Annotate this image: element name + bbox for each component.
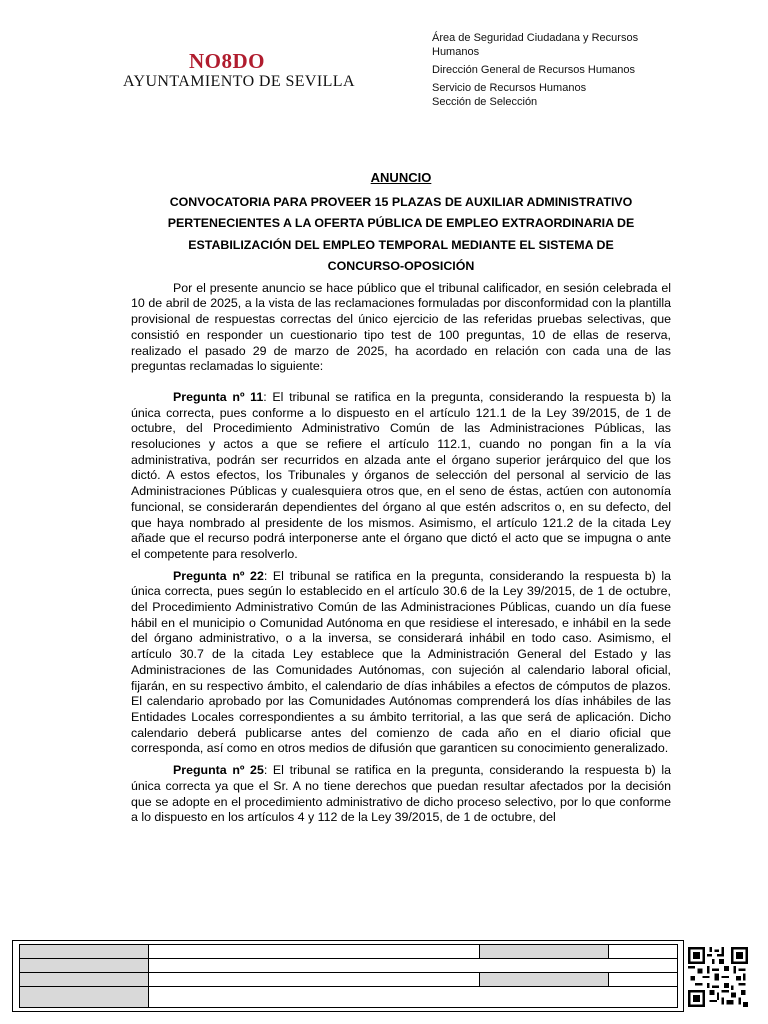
logo-no8do: NO8DO: [189, 49, 265, 73]
question-paragraph-25: [131, 763, 671, 826]
ayuntamiento-logo: [123, 46, 355, 96]
document-body: [131, 170, 671, 826]
footer-value-cell: [149, 987, 678, 1008]
question-label: Pregunta nº 22: [173, 568, 264, 583]
question-paragraph-11: [131, 390, 671, 563]
intro-paragraph: Por el presente anuncio se hace público que el tribunal calificador, en sesión celebrada el 10 de abril de 2025, a la vista de las reclamaciones formuladas por disconformidad con la plantilla provisional de respuestas correctas del único ejercicio de las referidas pruebas selectivas, que consistió en responder un cuestionario tipo test de 100 preguntas, 10 de ellas de reserva, realizado el pasado 29 de marzo de 2025, ha acordado en relación con cada una de las preguntas reclamadas lo siguiente:: [131, 280, 671, 374]
question-label: Pregunta nº 11: [173, 389, 264, 404]
footer-label-cell: [480, 945, 609, 959]
footer-value-cell: [149, 945, 480, 959]
footer-label-cell: [20, 945, 149, 959]
question-text: : El tribunal se ratifica en la pregunta, considerando la respuesta b) la única correcta, pues conforme a lo dispuesto en el artículo 121.1 de la Ley 39/2015, de 1 de octubre, del Procedimiento Administrativo Común de las Administraciones Públicas, las resoluciones y actos a que se refiere el artículo 112.1, cuando no pongan fin a la vía administrativa, podrán ser recurridos en alzada ante el órgano superior jerárquico del que los dictó. A estos efectos, los Tribunales y órganos de selección del personal al servicio de las Administraciones Públicas y cualesquiera otros que, en el seno de éstas, actúen con autonomía funcional, se considerarán dependientes del órgano al que estén adscritos o, en su defecto, del que haya nombrado al presidente de los mismos. Asimismo, el artículo 121.2 de la citada Ley añade que el recurso podrá interponerse ante el órgano que dictó el acto que se impugna o ante el competente para resolverlo.: [131, 389, 671, 561]
logo-city-name: AYUNTAMIENTO DE SEVILLA: [123, 73, 355, 90]
dept-line: Sección de Selección: [432, 96, 538, 108]
dept-line: Dirección General de Recursos Humanos: [432, 64, 635, 76]
question-label: Pregunta nº 25: [173, 763, 264, 778]
document-subject: [131, 192, 671, 278]
dept-line: Servicio de Recursos Humanos: [432, 82, 587, 94]
footer-value-cell: [609, 945, 678, 959]
footer-value-cell: [609, 973, 678, 987]
subject-line: CONVOCATORIA PARA PROVEER 15 PLAZAS DE AUXILIAR ADMINISTRATIVO: [169, 194, 633, 209]
dept-line: Área de Seguridad Ciudadana y Recursos: [432, 32, 639, 44]
question-text: : El tribunal se ratifica en la pregunta, considerando la respuesta b) la única correcta ya que el Sr. A no tiene derechos que puedan resultar afectados por la decisión que se adopte en el procedimiento administrativo de dicho proceso selectivo, por lo que conforme a lo dispuesto en los artículos 4 y 112 de la Ley 39/2015, de 1 de octubre, del: [131, 763, 671, 825]
qr-code-icon: [688, 947, 748, 1007]
department-header: [432, 31, 712, 109]
document-heading: ANUNCIO: [370, 170, 432, 185]
subject-line: ESTABILIZACIÓN DEL EMPLEO TEMPORAL MEDIANTE EL SISTEMA DE: [188, 237, 614, 252]
footer-value-cell: [149, 973, 480, 987]
dept-line: Humanos: [432, 46, 480, 58]
question-text: : El tribunal se ratifica en la pregunta, considerando la respuesta b) la única correcta, pues según lo establecido en el artículo 30.6 de la Ley 39/2015, de 1 de octubre, del Procedimiento Administrativo Común de las Administraciones Públicas, cuando un día fuese hábil en el municipio o Comunidad Autónoma en que residiese el interesado, e inhábil en la sede del órgano administrativo, o a la inversa, se considerará inhábil en todo caso. Asimismo, el artículo 30.7 de la citada Ley establece que la Administración General del Estado y las Administraciones de las Comunidades Autónomas, con sujeción al calendario laboral oficial, fijarán, en su respectivo ámbito, el calendario de días inhábiles a efectos de cómputos de plazos. El calendario aprobado por las Comunidades Autónomas comprenderá los días inhábiles de las Entidades Locales correspondientes a su ámbito territorial, a las que será de aplicación. Dicho calendario deberá publicarse antes del comienzo de cada año en el diario oficial que corresponda, así como en otros medios de difusión que garanticen su conocimiento generalizado.: [131, 568, 671, 756]
footer-label-cell: [480, 973, 609, 987]
subject-line: CONCURSO-OPOSICIÓN: [327, 259, 475, 274]
footer-label-cell: [20, 987, 149, 1008]
question-paragraph-22: [131, 569, 671, 757]
signature-table: [19, 944, 678, 1008]
footer-label-cell: [20, 959, 149, 973]
signature-footer: [12, 940, 684, 1012]
subject-line: PERTENECIENTES A LA OFERTA PÚBLICA DE EMPLEO EXTRAORDINARIA DE: [167, 216, 635, 231]
footer-label-cell: [20, 973, 149, 987]
footer-value-cell: [149, 959, 678, 973]
